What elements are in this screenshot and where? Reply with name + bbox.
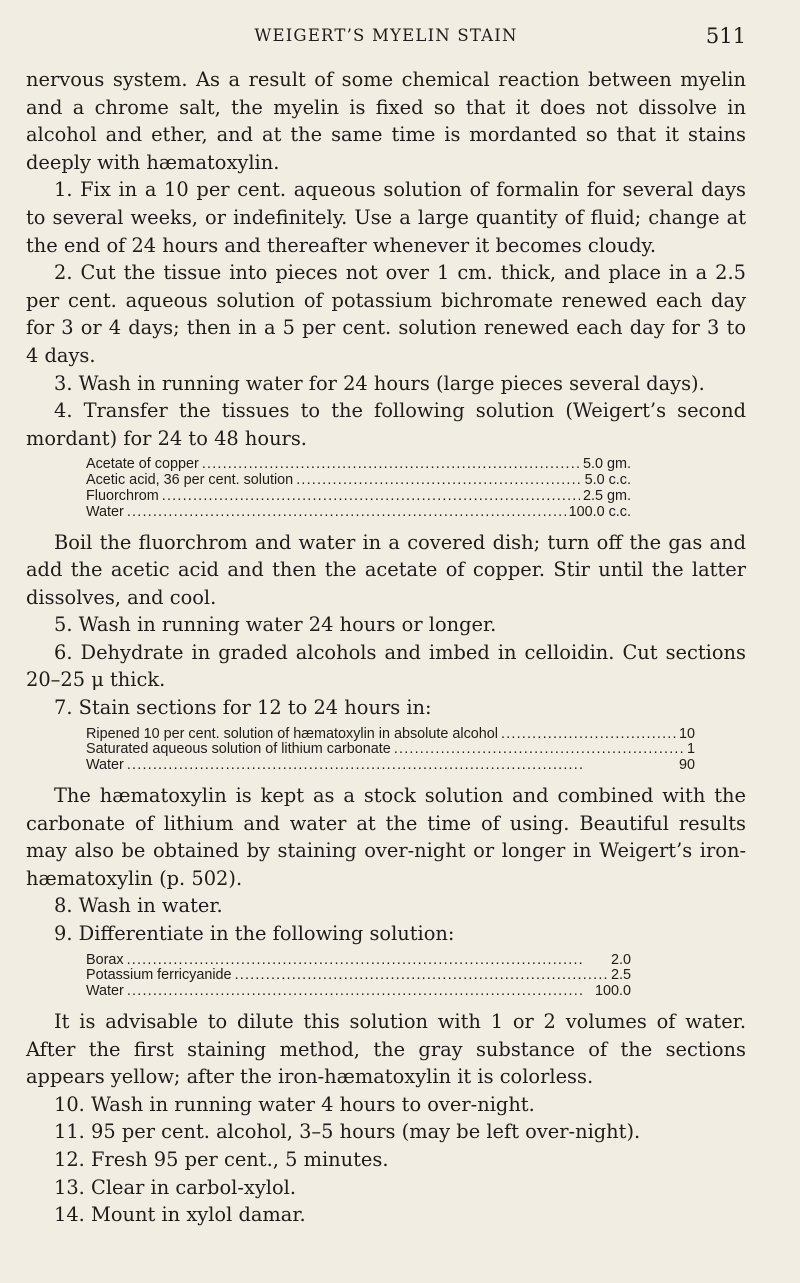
dot-leader — [127, 505, 566, 521]
ingredient-label: Borax — [86, 951, 124, 968]
haematoxylin-note: The hæmatoxylin is kept as a stock solution and combined with the carbonate of lithium and water at the time of using. Beautiful results may also be obtained by staining over-night or longer in Weigert’s iron-hæmatoxylin (p. 502). — [26, 784, 746, 890]
ingredient-label: Saturated aqueous solution of lithium carbonate — [86, 741, 391, 758]
ingredient-amount: 2.5 — [610, 967, 631, 984]
ingredient-amount: 2.5 gm. — [583, 487, 631, 504]
page-body — [26, 66, 746, 1229]
mordant-recipe-table — [86, 457, 631, 520]
dot-leader — [501, 727, 676, 743]
step-11: 11. 95 per cent. alcohol, 3–5 hours (may be left over-night). — [54, 1120, 641, 1144]
dot-leader — [235, 968, 608, 984]
ingredient-label: Ripened 10 per cent. solution of hæmatoxylin in absolute alcohol — [86, 725, 498, 742]
step-9: 9. Differentiate in the following solution: — [54, 922, 455, 946]
dot-leader — [394, 742, 684, 758]
ingredient-amount: 90 — [678, 757, 695, 774]
stain-recipe-table — [86, 727, 695, 774]
ingredient-label: Acetate of copper — [86, 456, 199, 473]
recipe-row — [86, 984, 631, 1000]
recipe-row — [86, 505, 631, 521]
dot-leader — [127, 953, 608, 969]
step-4: 4. Transfer the tissues to the following solution (Weigert’s second mordant) for 24 to 48 hours. — [26, 399, 746, 450]
step-2: 2. Cut the tissue into pieces not over 1 cm. thick, and place in a 2.5 per cent. aqueous solution of potassium bichromate renewed each day for 3 or 4 days; then in a 5 per cent. solution renewed each day for 3 to 4 days. — [26, 261, 746, 367]
dilution-note: It is advisable to dilute this solution with 1 or 2 volumes of water. After the first staining method, the gray substance of the sections appears yellow; after the iron-hæmatoxylin it is colorless. — [26, 1010, 746, 1089]
step-6: 6. Dehydrate in graded alcohols and imbed in celloidin. Cut sections 20–25 μ thick. — [26, 640, 746, 692]
recipe-row — [86, 473, 631, 489]
step-1: 1. Fix in a 10 per cent. aqueous solution of formalin for several days to several weeks, or indefinitely. Use a large quantity of fluid; change at the end of 24 hours and thereafter whenever it becomes cloudy. — [26, 178, 746, 257]
dot-leader — [202, 457, 580, 473]
dot-leader — [162, 489, 580, 505]
step-12: 12. Fresh 95 per cent., 5 minutes. — [54, 1147, 389, 1171]
intro-paragraph: nervous system. As a result of some chemical reaction between myelin and a chrome salt, the myelin is fixed so that it does not dissolve in alcohol and ether, and at the same time is mordanted so that it stains deeply with hæmatoxylin. — [26, 68, 746, 174]
ingredient-label: Fluorchrom — [86, 487, 159, 504]
recipe-row — [86, 758, 695, 774]
step-3: 3. Wash in running water for 24 hours (large pieces several days). — [54, 371, 705, 395]
recipe-row — [86, 742, 695, 758]
ingredient-amount: 100.0 — [594, 983, 631, 1000]
differentiator-recipe-table — [86, 953, 631, 1000]
ingredient-label: Water — [86, 757, 124, 774]
ingredient-amount: 10 — [678, 725, 695, 742]
page-number: 511 — [705, 24, 746, 48]
step-5: 5. Wash in running water 24 hours or longer. — [54, 613, 497, 637]
step-14: 14. Mount in xylol damar. — [54, 1203, 306, 1227]
boil-instructions: Boil the fluorchrom and water in a covered dish; turn off the gas and add the acetic acid and then the acetate of copper. Stir until the latter dissolves, and cool. — [26, 530, 746, 609]
recipe-row — [86, 968, 631, 984]
ingredient-label: Acetic acid, 36 per cent. solution — [86, 472, 294, 489]
recipe-row — [86, 953, 631, 969]
page-header — [26, 24, 746, 58]
ingredient-amount: 5.0 c.c. — [584, 472, 631, 489]
step-8: 8. Wash in water. — [54, 894, 223, 918]
dot-leader — [127, 984, 592, 1000]
ingredient-amount: 100.0 c.c. — [568, 503, 631, 520]
ingredient-label: Water — [86, 983, 124, 1000]
recipe-row — [86, 727, 695, 743]
ingredient-amount: 5.0 gm. — [583, 456, 631, 473]
recipe-row — [86, 489, 631, 505]
step-7: 7. Stain sections for 12 to 24 hours in: — [54, 696, 432, 720]
ingredient-amount: 1 — [686, 741, 695, 758]
ingredient-label: Water — [86, 503, 124, 520]
ingredient-amount: 2.0 — [610, 951, 631, 968]
dot-leader — [296, 473, 581, 489]
recipe-row — [86, 457, 631, 473]
step-10: 10. Wash in running water 4 hours to over-night. — [54, 1092, 535, 1116]
dot-leader — [127, 758, 676, 774]
step-13: 13. Clear in carbol-xylol. — [54, 1175, 297, 1199]
ingredient-label: Potassium ferricyanide — [86, 967, 232, 984]
running-title: WEIGERT’S MYELIN STAIN — [254, 26, 518, 45]
